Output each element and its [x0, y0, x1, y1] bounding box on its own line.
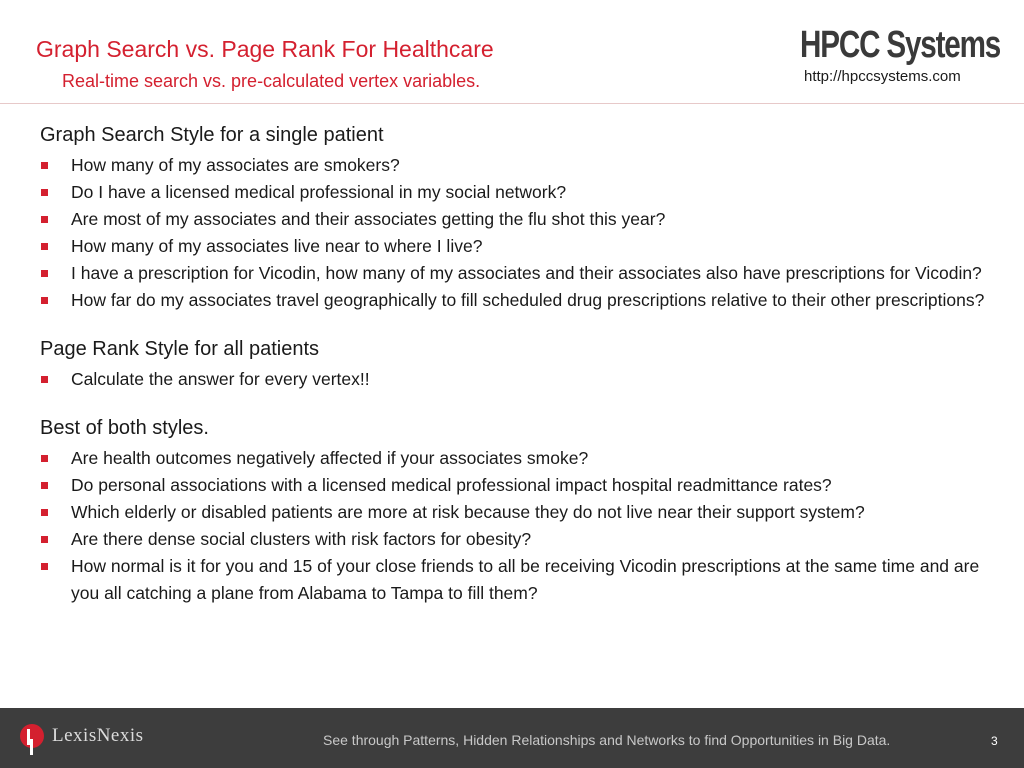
website-url: http://hpccsystems.com — [804, 68, 961, 85]
header-divider — [0, 103, 1024, 104]
section-page-rank — [40, 336, 990, 393]
square-bullet-icon — [41, 162, 48, 169]
bullet-list — [40, 152, 990, 314]
square-bullet-icon — [41, 563, 48, 570]
bullet-text: I have a prescription for Vicodin, how many of my associates and their associates also have prescriptions for Vicodin? — [71, 263, 982, 283]
bullet-item — [40, 526, 990, 553]
footer-tagline: See through Patterns, Hidden Relationships and Networks to find Opportunities in Big Data. — [323, 732, 891, 748]
section-heading: Best of both styles. — [40, 417, 209, 439]
slide-body — [40, 122, 990, 629]
bullet-item — [40, 179, 990, 206]
footer-brand: LexisNexis — [52, 725, 144, 746]
section-heading: Page Rank Style for all patients — [40, 338, 320, 360]
square-bullet-icon — [41, 455, 48, 462]
bullet-text: Are most of my associates and their associates getting the flu shot this year? — [71, 209, 666, 229]
bullet-item — [40, 260, 990, 287]
bullet-item — [40, 206, 990, 233]
bullet-list — [40, 445, 990, 607]
square-bullet-icon — [41, 297, 48, 304]
bullet-text: Do I have a licensed medical professional in my social network? — [71, 182, 567, 202]
section-graph-search — [40, 122, 990, 314]
slide-subtitle: Real-time search vs. pre-calculated vertex variables. — [62, 71, 481, 91]
lexisnexis-logo — [20, 724, 144, 748]
square-bullet-icon — [41, 243, 48, 250]
square-bullet-icon — [41, 536, 48, 543]
section-heading: Graph Search Style for a single patient — [40, 124, 384, 146]
bullet-item — [40, 553, 990, 607]
page-number: 3 — [991, 734, 998, 748]
bullet-text: Are there dense social clusters with risk factors for obesity? — [71, 529, 532, 549]
square-bullet-icon — [41, 509, 48, 516]
square-bullet-icon — [41, 376, 48, 383]
bullet-item — [40, 499, 990, 526]
bullet-text: Do personal associations with a licensed medical professional impact hospital readmittance rates? — [71, 475, 832, 495]
lexisnexis-mark-icon — [20, 724, 44, 748]
bullet-text: How normal is it for you and 15 of your close friends to all be receiving Vicodin prescriptions at the same time and are you all catching a plane from Alabama to Tampa to fill them? — [71, 556, 980, 603]
bullet-text: How many of my associates are smokers? — [71, 155, 400, 175]
bullet-item — [40, 287, 990, 314]
bullet-item — [40, 366, 990, 393]
bullet-item — [40, 445, 990, 472]
slide-title: Graph Search vs. Page Rank For Healthcare — [36, 36, 494, 62]
slide-footer — [0, 708, 1024, 768]
square-bullet-icon — [41, 189, 48, 196]
bullet-item — [40, 233, 990, 260]
bullet-item — [40, 472, 990, 499]
square-bullet-icon — [41, 482, 48, 489]
square-bullet-icon — [41, 216, 48, 223]
bullet-list — [40, 366, 990, 393]
bullet-text: Are health outcomes negatively affected if your associates smoke? — [71, 448, 589, 468]
bullet-text: How far do my associates travel geographically to fill scheduled drug prescriptions relative to their other prescriptions? — [71, 290, 985, 310]
bullet-text: Which elderly or disabled patients are more at risk because they do not live near their support system? — [71, 502, 865, 522]
bullet-text: How many of my associates live near to where I live? — [71, 236, 483, 256]
bullet-text: Calculate the answer for every vertex!! — [71, 369, 370, 389]
bullet-item — [40, 152, 990, 179]
square-bullet-icon — [41, 270, 48, 277]
hpcc-systems-logo: HPCC Systems — [800, 24, 1001, 66]
section-best-of-both — [40, 415, 990, 607]
